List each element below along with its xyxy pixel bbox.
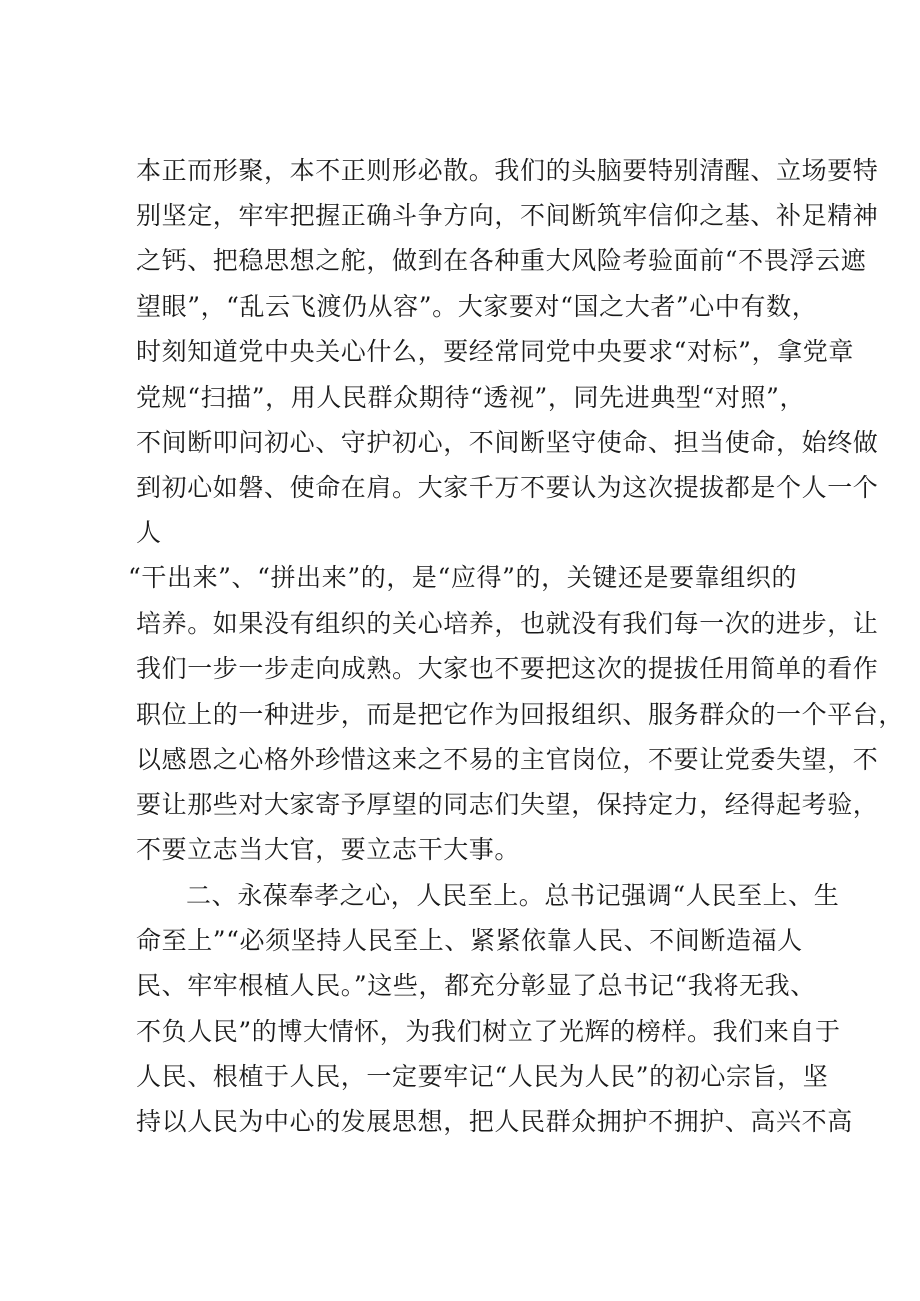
- text-line: 之钙、把稳思想之舵，做到在各种重大风险考验面前“不畏浮云遮: [136, 246, 867, 275]
- text-line: 培养。如果没有组织的关心培养，也就没有我们每一次的进步，让: [136, 609, 879, 638]
- text-line: 到初心如磐、使命在肩。大家千万不要认为这次提拔都是个人一个: [136, 473, 879, 502]
- text-line: 我们一步一步走向成熟。大家也不要把这次的提拔任用简单的看作: [136, 654, 879, 683]
- text-line: 时刻知道党中央关心什么，要经常同党中央要求“对标”，拿党章: [136, 337, 854, 366]
- text-line: 本正而形聚，本不正则形必散。我们的头脑要特别清醒、立场要特: [136, 156, 879, 185]
- text-line: 人民、根植于人民，一定要牢记“人民为人民”的初心宗旨，坚: [136, 1062, 829, 1091]
- text-line: 民、牢牢根植人民。”这些，都充分彰显了总书记“我将无我、: [136, 971, 816, 1000]
- text-line: 不负人民”的博大情怀，为我们树立了光辉的榜样。我们来自于: [136, 1017, 841, 1046]
- text-line: 职位上的一种进步，而是把它作为回报组织、服务群众的一个平台，: [136, 700, 905, 729]
- text-line: 人: [136, 518, 162, 547]
- text-line: 命至上”“必须坚持人民至上、紧紧依靠人民、不间断造福人: [136, 926, 803, 955]
- text-line: 不要立志当大官，要立志干大事。: [136, 835, 521, 864]
- text-line: 别坚定，牢牢把握正确斗争方向，不间断筑牢信仰之基、补足精神: [136, 201, 879, 230]
- text-line: 党规“扫描”，用人民群众期待“透视”，同先进典型“对照”，: [136, 383, 806, 412]
- text-line: 望眼”，“乱云飞渡仍从容”。大家要对“国之大者”心中有数，: [136, 292, 818, 321]
- text-line: 要让那些对大家寄予厚望的同志们失望，保持定力，经得起考验，: [136, 790, 879, 819]
- text-line: 以感恩之心格外珍惜这来之不易的主官岗位，不要让党委失望，不: [136, 745, 879, 774]
- text-line: 持以人民为中心的发展思想，把人民群众拥护不拥护、高兴不高: [136, 1107, 853, 1136]
- section-heading-line: 二、永葆奉孝之心，人民至上。总书记强调“人民至上、生: [186, 881, 840, 910]
- text-line: 不间断叩问初心、守护初心，不间断坚守使命、担当使命，始终做: [136, 428, 879, 457]
- text-line: “干出来”、“拼出来”的，是“应得”的，关键还是要靠组织的: [128, 563, 798, 592]
